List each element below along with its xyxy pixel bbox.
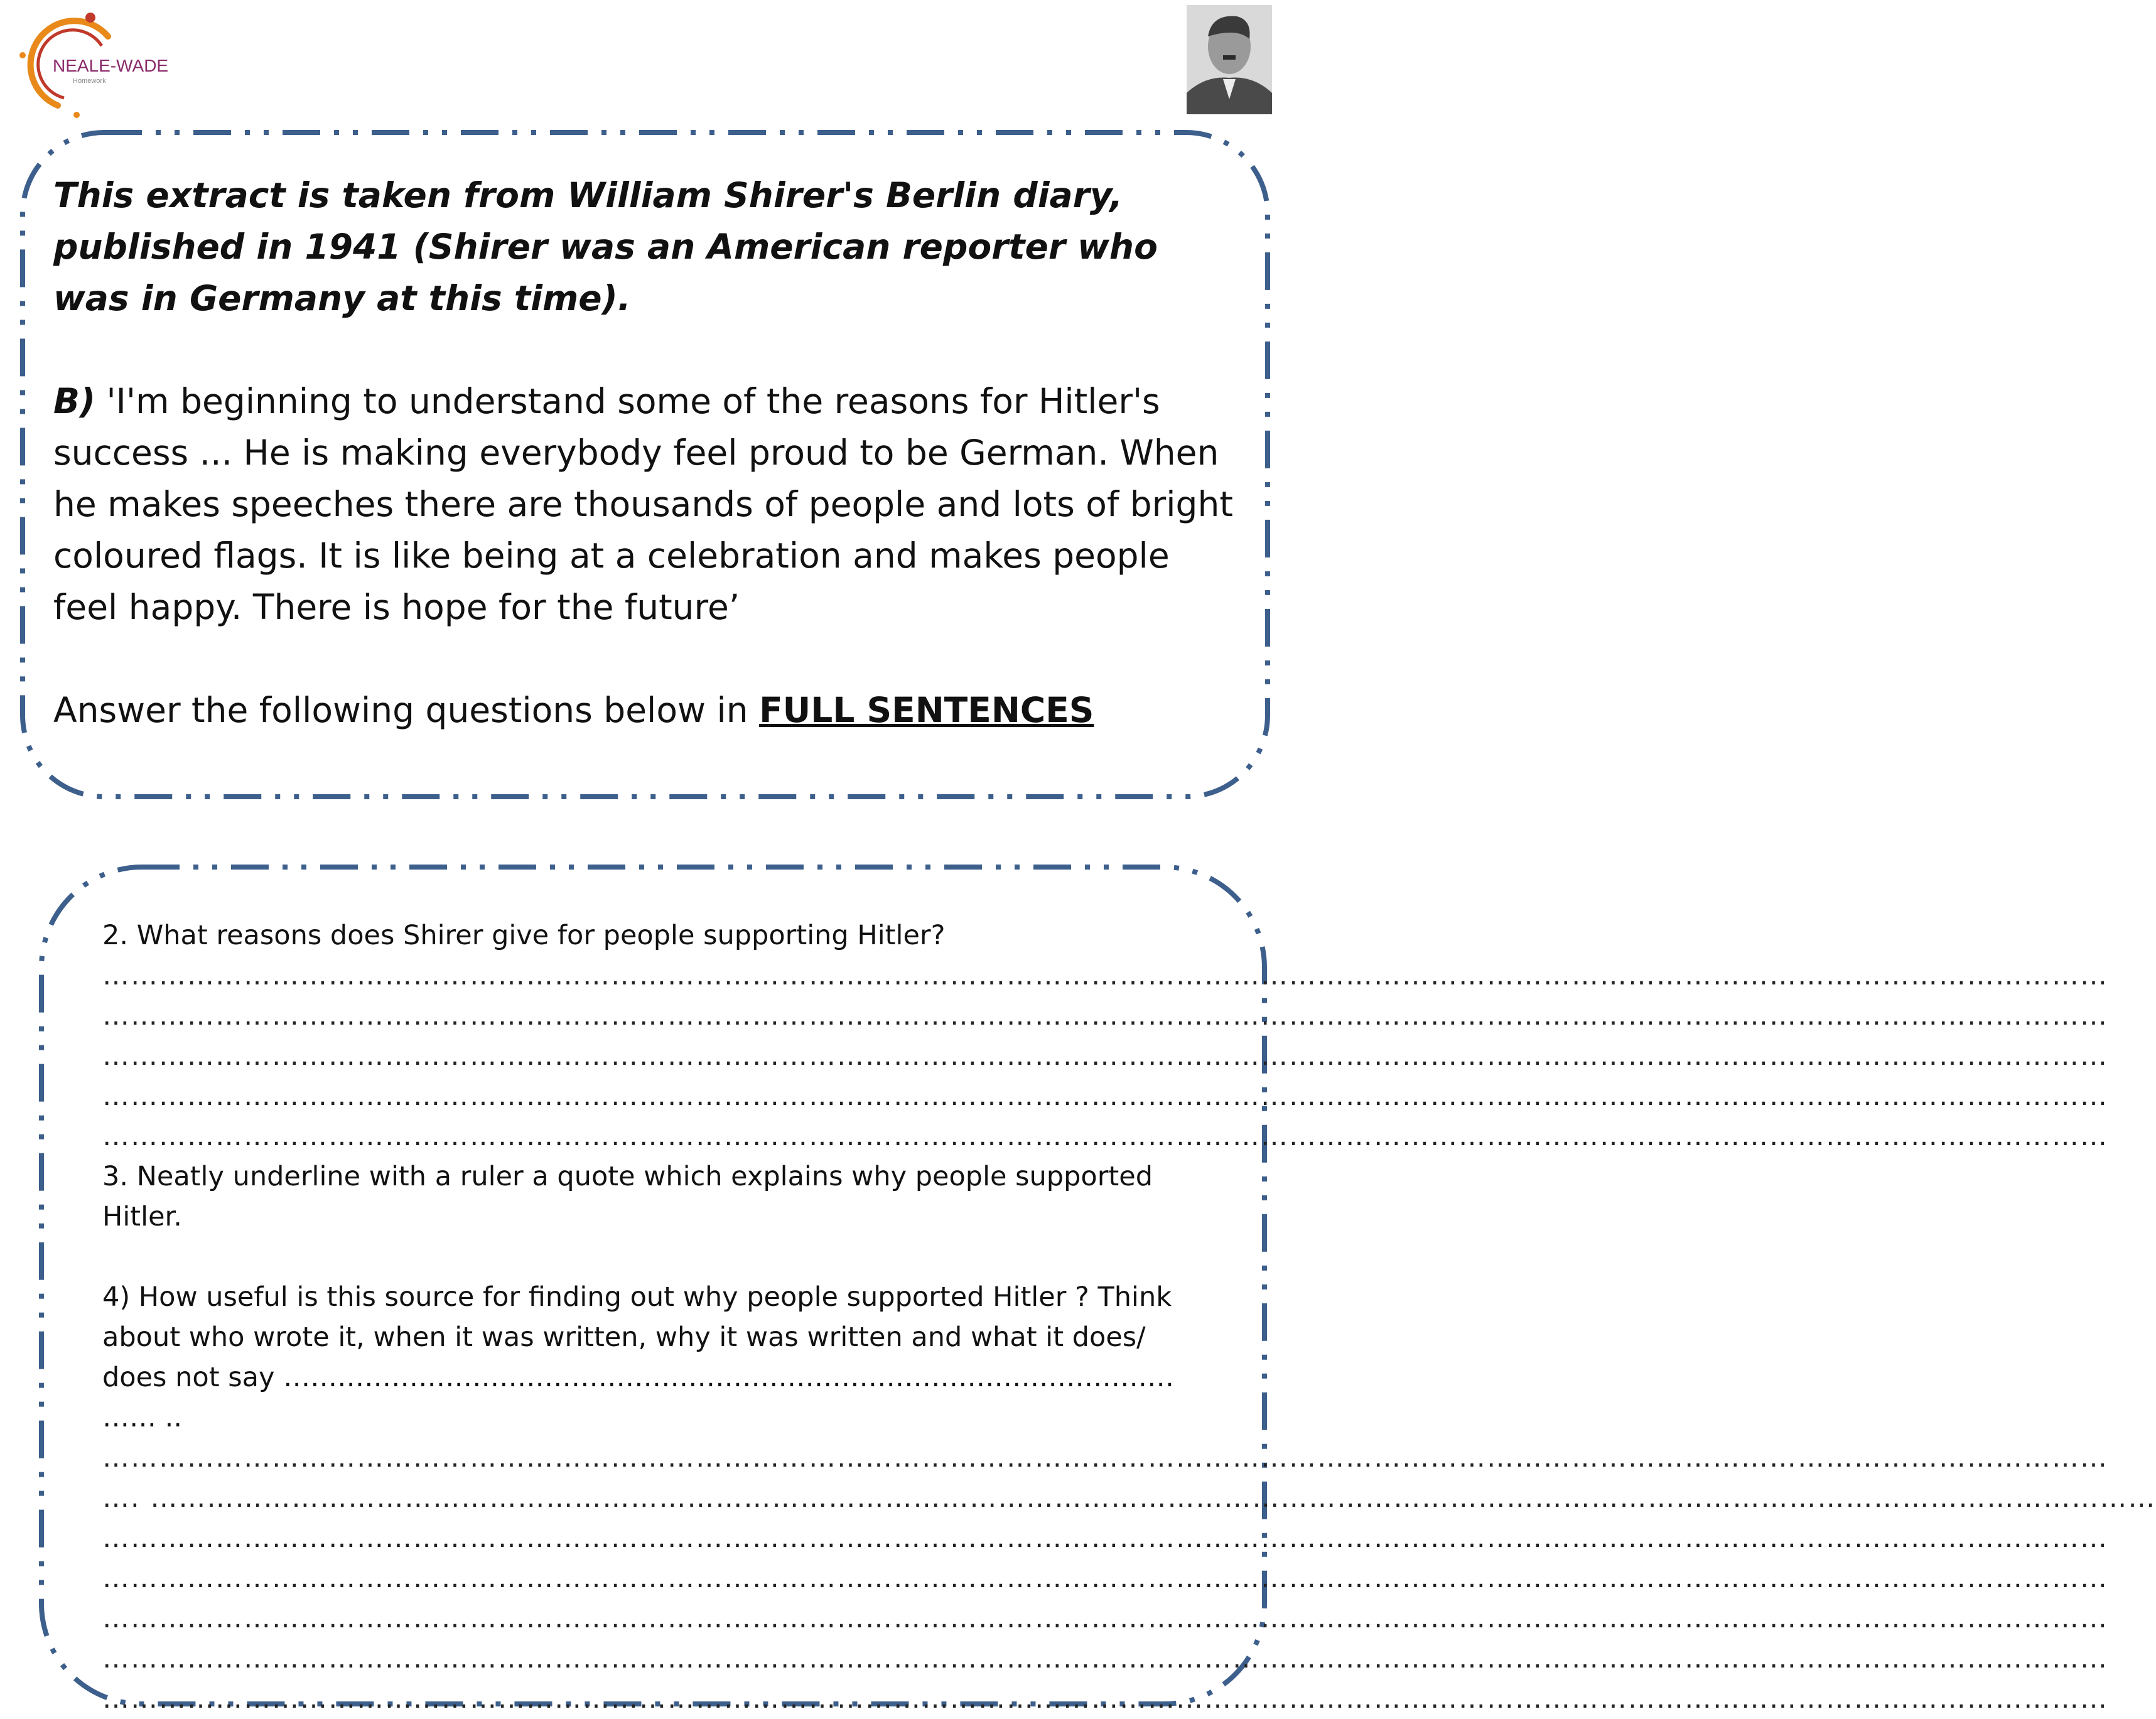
school-logo: [14, 11, 183, 124]
instruction: [53, 684, 1234, 736]
answer-line[interactable]: ……………………………………………………………………………………………………………………………………………………………………………………………: [102, 1522, 2108, 1554]
question-3: 3. Neatly underline with a ruler a quote which explains why people supported Hitler.: [102, 1161, 1153, 1232]
answer-line[interactable]: ……………………………………………………………………………………………………………………………………………………………………………………………: [102, 960, 2108, 991]
source-text: [53, 170, 1234, 736]
questions: [102, 915, 2156, 1719]
answer-line[interactable]: ……………………………………………………………………………………………………………………………………………………………………………………………: [102, 1121, 2108, 1152]
answer-line[interactable]: ……………………………………………………………………………………………………………………………………………………………………………………………: [102, 1040, 2108, 1072]
answer-line[interactable]: ……………………………………………………………………………………………………………………………………………………………………………………………: [102, 1643, 2108, 1674]
answer-line[interactable]: ……………………………………………………………………………………………………………………………………………………………………………………………: [102, 1603, 2108, 1634]
source-extract: [53, 375, 1234, 633]
instruction-prefix: Answer the following questions below in: [53, 690, 760, 730]
instruction-emphasis: FULL SENTENCES: [759, 690, 1094, 730]
answer-line[interactable]: ……………………………………………………………………………………………………………………………………………………………………………………………: [102, 1683, 2108, 1715]
answer-line[interactable]: ……………………………………………………………………………………………………………………………………………………………………………………………: [102, 1080, 2108, 1112]
answer-line[interactable]: ……………………………………………………………………………………………………………………………………………………………………………………………: [102, 1442, 2108, 1474]
question-4: 4) How useful is this source for finding out why people supported Hitler ? Think about who wrote it, when it was written, why it was written and what it does/ does not say ……………………………………………………………………………………… …… ..: [102, 1281, 1175, 1433]
answer-line[interactable]: ……………………………………………………………………………………………………………………………………………………………………………………………: [102, 1000, 2108, 1032]
portrait-photo: [1187, 5, 1272, 114]
question-2: 2. What reasons does Shirer give for people supporting Hitler?: [102, 920, 946, 951]
source-intro: This extract is taken from William Shirer's Berlin diary, published in 1941 (Shirer was an American reporter who was in Germany at this time).: [53, 175, 1158, 318]
answer-line[interactable]: ……………………………………………………………………………………………………………………………………………………………………………………………: [102, 1563, 2108, 1594]
extract-text: 'I'm beginning to understand some of the reasons for Hitler's success ... He is making everybody feel proud to be German. When he makes speeches there are thousands of people and lots of bright coloured flags. It is like being at a celebration and makes people feel happy. There is hope for the future’: [53, 381, 1233, 627]
logo-subtext: Homework: [73, 77, 106, 85]
extract-label: B): [53, 381, 96, 421]
answer-line[interactable]: …. ……………………………………………………………………………………………………………………………………………………………………………………………: [102, 1482, 2156, 1514]
logo-text: NEALE-WADE: [53, 56, 169, 75]
